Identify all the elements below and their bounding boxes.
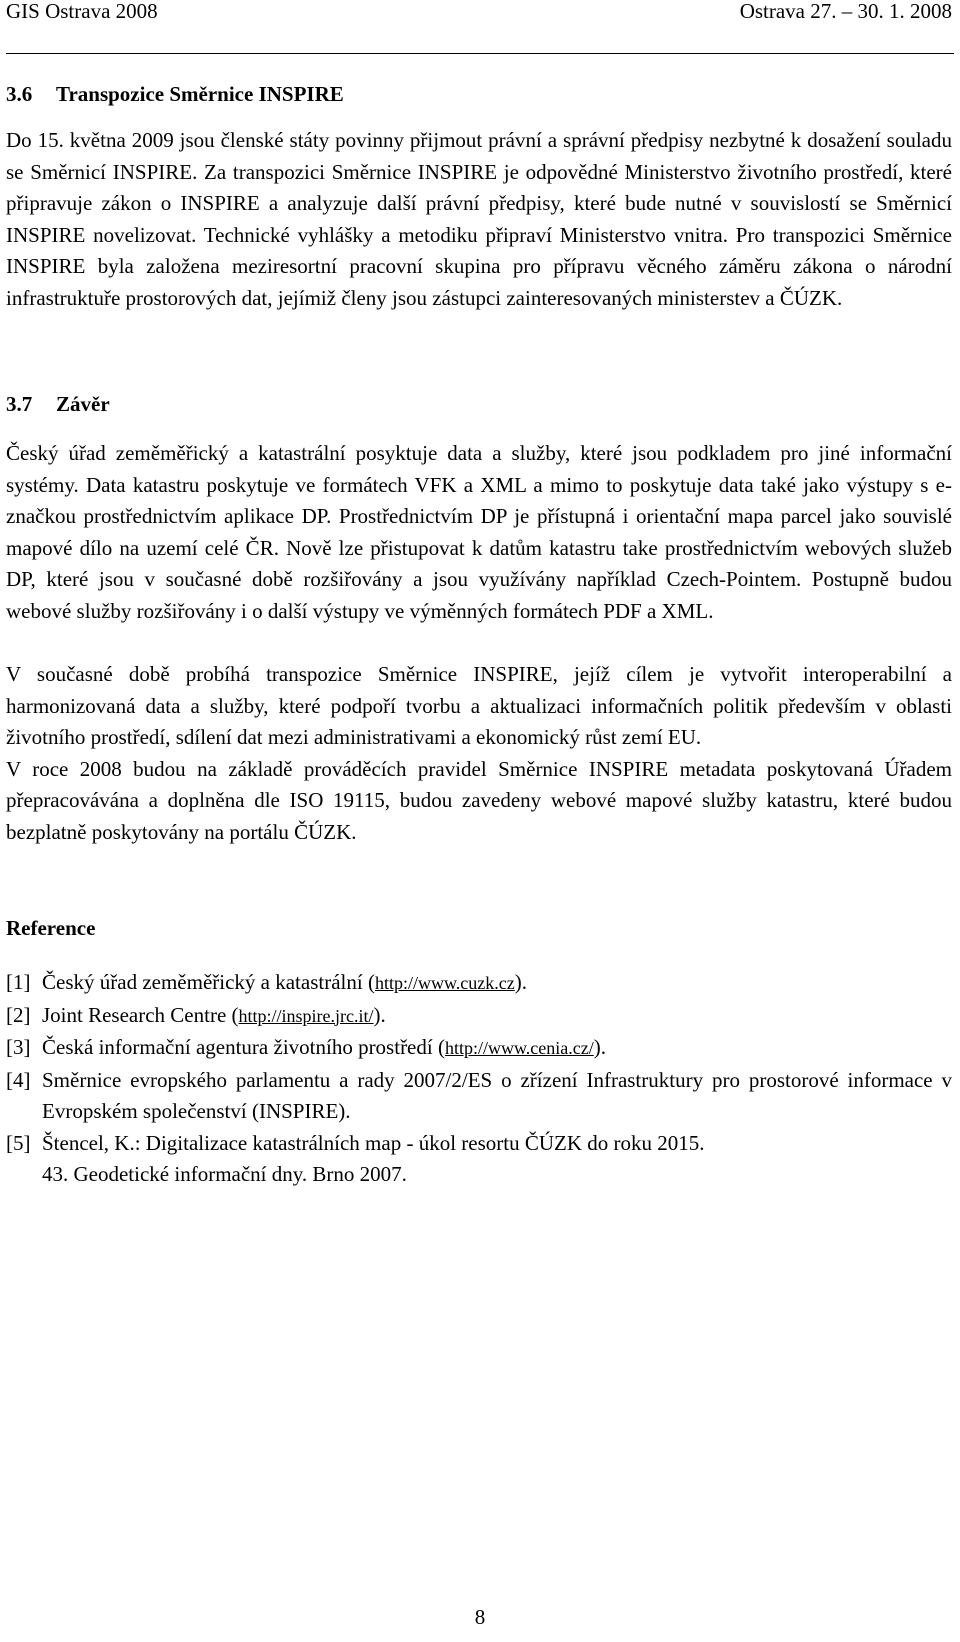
section-3-7-paragraph-1: Český úřad zeměměřický a katastrální posyktuje data a služby, které jsou podkladem pro jiné informační systémy. Data katastru poskytuje ve formátech VFK a XML a mimo to poskytuje data také jako výstupy s e-značkou prostřednictvím aplikace DP. Prostřednictvím DP je přístupná i orientační mapa parcel jako souvislé mapové dílo na uzemí celé ČR. Nově lze přistupovat k datům katastru take prostřednictvím webových služeb DP, které jsou v současné době rozšiřovány a jsou využívány například Czech-Pointem. Postupně budou webové služby rozšiřovány i o další výstupy ve výměnných formátech PDF a XML.	[6, 441, 952, 623]
page-header	[6, 0, 954, 56]
reference-suffix: ).	[593, 1035, 606, 1059]
reference-text	[42, 1032, 952, 1065]
reference-list	[6, 967, 952, 1191]
section-3-7-paragraph-3: V roce 2008 budou na základě prováděcích pravidel Směrnice INSPIRE metadata poskytovaná Úřadem přepracovávána a doplněna dle ISO 19115, budou zavedeny webové mapové služby katastru, které budou bezplatně poskytovány na portálu ČÚZK.	[6, 756, 952, 844]
header-conference-title: GIS Ostrava 2008	[6, 0, 158, 23]
reference-continuation: 43. Geodetické informační dny. Brno 2007.	[42, 1162, 407, 1186]
reference-suffix: ).	[514, 970, 527, 994]
reference-number: [4]	[6, 1067, 31, 1092]
reference-item	[6, 1128, 952, 1191]
section-title: Závěr	[56, 392, 110, 416]
reference-text	[42, 1128, 952, 1191]
references-heading: Reference	[6, 916, 96, 940]
reference-item	[6, 967, 952, 1000]
section-heading-3-6	[6, 78, 952, 111]
section-number: 3.7	[6, 392, 33, 416]
reference-title: Český úřad zeměměřický a katastrální (	[42, 970, 375, 994]
section-number: 3.6	[6, 82, 33, 106]
reference-link[interactable]: http://inspire.jrc.it/	[238, 1005, 374, 1026]
reference-title: Česká informační agentura životního prostředí (	[42, 1035, 445, 1059]
reference-title: Štencel, K.: Digitalizace katastrálních map - úkol resortu ČÚZK do roku 2015.	[42, 1130, 705, 1155]
section-3-6-paragraph: Do 15. května 2009 jsou členské státy povinny přijmout právní a správní předpisy nezbytné k dosažení souladu se Směrnicí INSPIRE. Za transpozici Směrnice INSPIRE je odpovědné Ministerstvo životního prostředí, které připravuje zákon o INSPIRE a analyzuje další právní předpisy, které bude nutné v souvislostí se Směrnicí INSPIRE novelizovat. Technické vyhlášky a metodiku připraví Ministerstvo vnitra. Pro transpozici Směrnice INSPIRE byla založena meziresortní pracovní skupina pro přípravu věcného záměru zákona o národní infrastruktuře prostorových dat, jejímiž členy jsou zástupci zainteresovaných ministerstev a ČÚZK.	[6, 128, 952, 310]
header-conference-dates: Ostrava 27. – 30. 1. 2008	[739, 0, 952, 23]
section-3-7-paragraph-2: V současné době probíhá transpozice Směrnice INSPIRE, jejíž cílem je vytvořit interoperabilní a harmonizovaná data a služby, které podpoří tvorbu a aktualizaci informačních politik především v oblasti životního prostředí, sdílení dat mezi administrativami a ekonomický růst zemí EU.	[6, 662, 952, 749]
section-heading-3-7	[6, 388, 952, 421]
reference-suffix: ).	[373, 1002, 386, 1027]
page-number: 8	[474, 1605, 486, 1629]
section-title: Transpozice Směrnice INSPIRE	[56, 82, 344, 106]
reference-text: Směrnice evropského parlamentu a rady 2007/2/ES o zřízení Infrastruktury pro prostorové informace v Evropském společenství (INSPIRE).	[42, 1067, 952, 1123]
reference-text	[42, 967, 952, 1000]
reference-item	[6, 1032, 952, 1065]
reference-title: Joint Research Centre (	[42, 1002, 239, 1027]
header-rule	[6, 53, 954, 54]
page-body	[6, 78, 952, 1191]
reference-link[interactable]: http://www.cenia.cz/	[444, 1038, 594, 1058]
reference-number: [3]	[6, 1035, 31, 1059]
reference-item	[6, 1065, 952, 1128]
reference-number: [5]	[6, 1130, 31, 1155]
reference-item	[6, 1000, 952, 1033]
reference-link[interactable]: http://www.cuzk.cz	[374, 973, 515, 993]
reference-number: [1]	[6, 970, 31, 994]
reference-number: [2]	[6, 1002, 31, 1027]
reference-text	[42, 1000, 952, 1033]
